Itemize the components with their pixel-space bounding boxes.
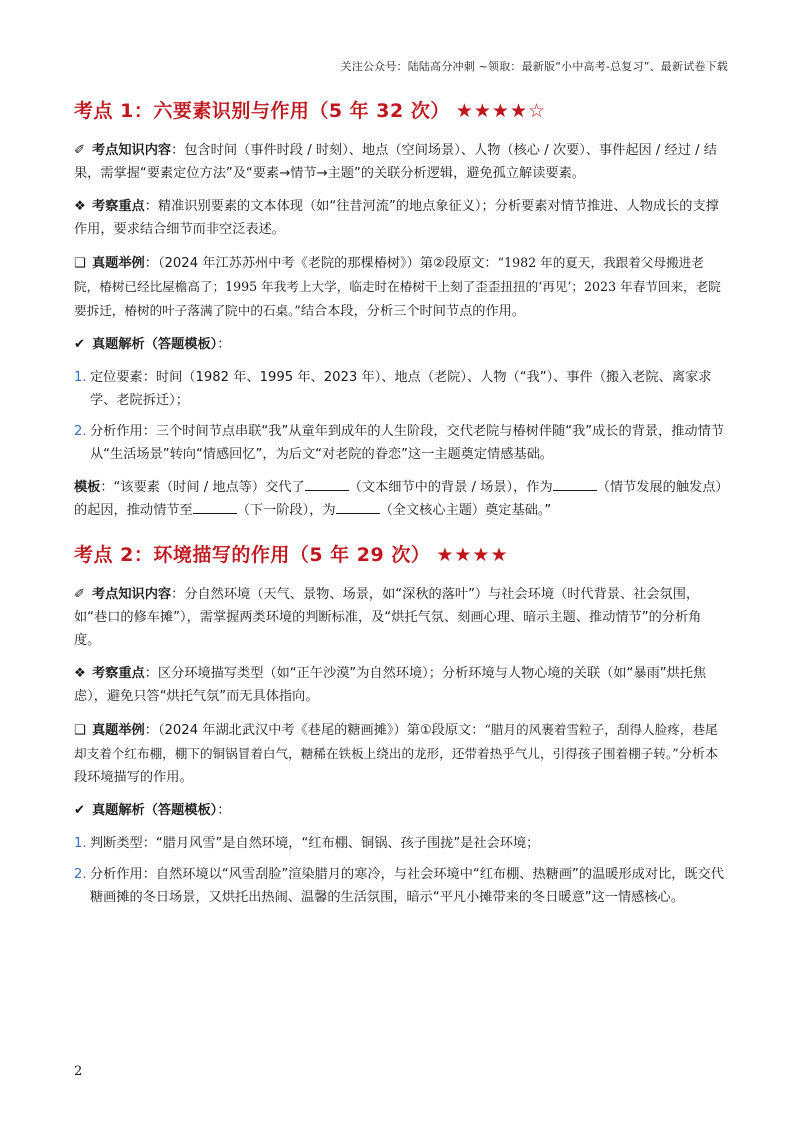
section-2-focus	[74, 662, 726, 708]
section-2-stars-icon: ★★★★	[436, 544, 509, 566]
section-1-example	[74, 251, 726, 323]
list-item-text: 定位要素：时间（1982 年、1995 年、2023 年）、地点（老院）、人物（“我”）、事件（搬入老院、离家求学、老院拆迁）；	[90, 370, 712, 408]
knowledge-label: 考点知识内容	[92, 143, 172, 158]
list-item	[74, 863, 726, 909]
template-label: 模板	[74, 480, 101, 495]
list-item-text: 判断类型：“腊月风雪”是自然环境，“红布棚、铜锅、孩子围拢”是社会环境；	[90, 836, 540, 851]
checkmark-icon: ✔	[74, 337, 86, 352]
template-blank	[553, 476, 597, 491]
list-item	[74, 366, 726, 412]
section-1-title-text: 考点 1：六要素识别与作用（5 年 32 次）	[74, 100, 450, 122]
section-1-analysis-heading	[74, 333, 726, 356]
template-part-3: （情节发展的触发点）的起因，推动情节至	[74, 480, 722, 518]
list-item-number: 2.	[74, 424, 87, 439]
analysis-label: 真题解析（答题模板）	[92, 337, 218, 352]
example-prefix: ：（2024 年江苏苏州中考《老院的那棵椿树》）第②段原文：	[144, 256, 498, 271]
example-quote: “1982 年的夏天，我跟着父母搬进老院，椿树已经比屋檐高了；1995 年我考上大学，临走时在椿树干上刻了歪歪扭扭的‘再见’；2023 年春节回来，老院要拆迁，椿树的叶子落满了院中的石桌。”	[74, 255, 721, 318]
section-1-template	[74, 476, 726, 522]
diamond-bullet-icon: ❖	[74, 199, 86, 214]
section-2	[74, 540, 726, 909]
example-quote: “腊月的风裹着雪粒子，刮得人脸疼，巷尾却支着个红布棚，棚下的铜锅冒着白气，糖稀在铁板上绕出的龙形，还带着热乎气儿，引得孩子围着棚子转。”	[74, 722, 718, 761]
template-part-2: （文本细节中的背景 / 场景），作为	[348, 480, 553, 495]
checkmark-icon: ✔	[74, 803, 86, 818]
list-item-number: 1.	[74, 836, 87, 851]
list-item-text: 分析作用：三个时间节点串联“我”从童年到成年的人生阶段，交代老院与椿树伴随“我”成长的背景，推动情节从“生活场景”转向“情感回忆”，为后文“对老院的眷恋”这一主题奠定情感基础。	[90, 424, 724, 462]
example-suffix: 分析本段环境描写的作用。	[74, 747, 719, 785]
template-blank	[336, 499, 380, 514]
page-header: 关注公众号：陆陆高分冲刺 ~领取：最新版“小中高考-总复习”、最新试卷下载	[340, 60, 728, 73]
pencil-icon: ✐	[74, 587, 86, 602]
knowledge-label: 考点知识内容	[92, 587, 172, 602]
analysis-colon: ：	[217, 337, 231, 352]
focus-text: ：区分环境描写类型（如“正午沙漠”为自然环境）；分析环境与人物心境的关联（如“暴雨”烘托焦虑），避免只答“烘托气氛”而无具体指向。	[74, 666, 707, 704]
template-blank	[305, 476, 349, 491]
section-1-focus	[74, 195, 726, 241]
diamond-bullet-icon: ❖	[74, 666, 86, 681]
section-2-steps	[74, 832, 726, 909]
section-1-title	[74, 96, 726, 123]
section-2-title	[74, 540, 726, 567]
template-part-4: （下一阶段），为	[236, 503, 336, 518]
section-2-example	[74, 718, 726, 789]
focus-text: ：精准识别要素的文本体现（如“往昔河流”的地点象征义）；分析要素对情节推进、人物成长的支撑作用，要求结合细节而非空泛表述。	[74, 199, 719, 237]
section-2-analysis-heading	[74, 799, 726, 822]
analysis-label: 真题解析（答题模板）	[92, 803, 218, 818]
example-prefix: ：（2024 年湖北武汉中考《巷尾的糖画摊》）第①段原文：	[144, 723, 485, 738]
template-blank	[193, 499, 237, 514]
example-label: 真题举例	[92, 256, 145, 271]
focus-label: 考察重点	[92, 199, 145, 214]
example-label: 真题举例	[92, 723, 145, 738]
section-1-stars-icon: ★★★★☆	[455, 100, 547, 122]
knowledge-text: ：分自然环境（天气、景物、场景，如“深秋的落叶”）与社会环境（时代背景、社会氛围，如“巷口的修车摊”），需掌握两类环境的判断标准，及“烘托气氛、刻画心理、暗示主题、推动情节”的分析角度。	[74, 587, 702, 648]
checkbox-bullet-icon: ❑	[74, 723, 86, 738]
page-number: 2	[74, 1064, 83, 1079]
knowledge-text: ：包含时间（事件时段 / 时刻）、地点（空间场景）、人物（核心 / 次要）、事件起因 / 经过 / 结果，需掌握“要素定位方法”及“要素→情节→主题”的关联分析逻辑，避免孤立解读要素。	[74, 143, 717, 181]
example-suffix: 结合本段，分析三个时间节点的作用。	[300, 304, 526, 319]
list-item	[74, 832, 726, 855]
focus-label: 考察重点	[92, 666, 145, 681]
main-content	[74, 96, 726, 919]
section-2-knowledge	[74, 583, 726, 652]
section-2-title-text: 考点 2：环境描写的作用（5 年 29 次）	[74, 544, 431, 566]
checkbox-bullet-icon: ❑	[74, 256, 86, 271]
template-part-5: （全文核心主题）奠定基础。”	[379, 503, 552, 518]
section-1-knowledge	[74, 139, 726, 185]
list-item-text: 分析作用：自然环境以“风雪刮脸”渲染腊月的寒冷，与社会环境中“红布棚、热糖画”的温暖形成对比，既交代糖画摊的冬日场景，又烘托出热闹、温馨的生活氛围，暗示“平凡小摊带来的冬日暖意”这一情感核心。	[90, 867, 724, 905]
template-part-1: ：“该要素（时间 / 地点等）交代了	[100, 480, 305, 495]
analysis-colon: ：	[217, 803, 231, 818]
list-item	[74, 420, 726, 466]
list-item-number: 2.	[74, 867, 87, 882]
section-1	[74, 96, 726, 522]
section-1-steps	[74, 366, 726, 466]
list-item-number: 1.	[74, 370, 87, 385]
pencil-icon: ✐	[74, 143, 86, 158]
